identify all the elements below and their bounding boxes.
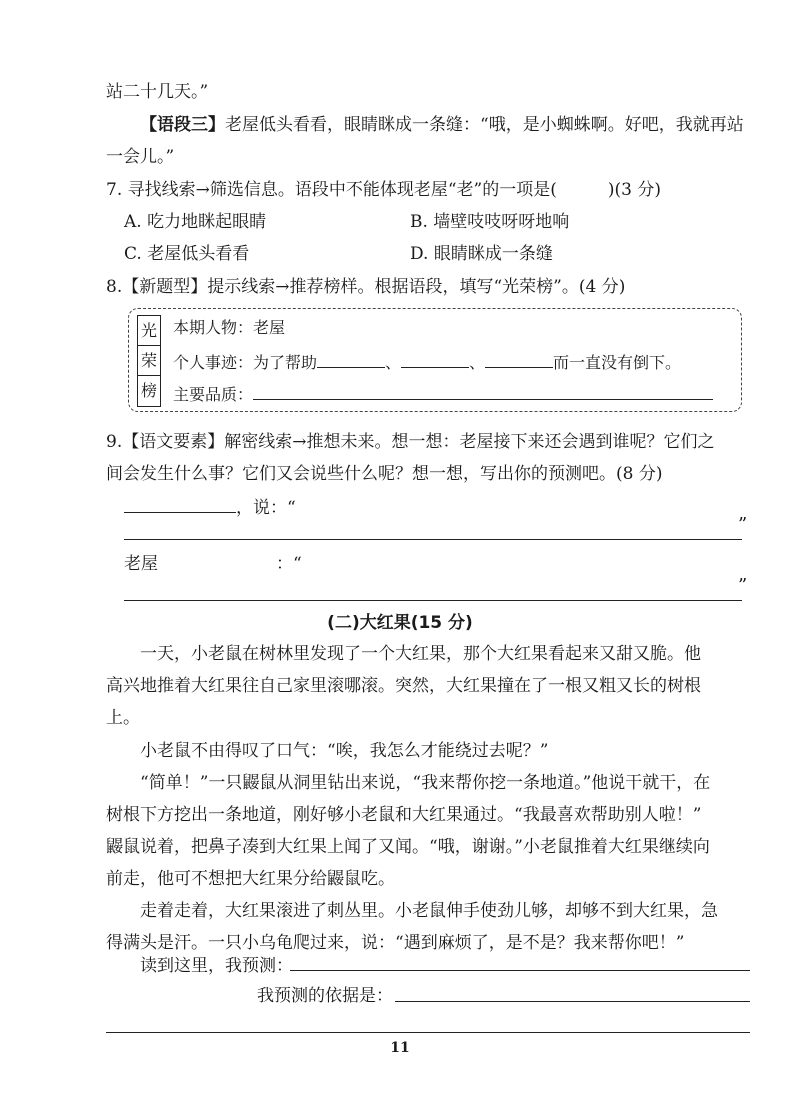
deeds-prefix: 个人事迹：为了帮助 xyxy=(173,353,318,372)
passage-line: 高兴地推着大红果往自己家里滚哪滚。突然，大红果撞在了一根又粗又长的树根 xyxy=(106,676,701,696)
honor-row-person: 本期人物：老屋 xyxy=(173,318,286,337)
passage-line: 走着走着，大红果滚进了刺丛里。小老鼠伸手使劲儿够，却够不到大红果，急 xyxy=(140,901,718,921)
option-d[interactable]: D. 眼睛眯成一条缝 xyxy=(410,244,553,264)
question-7-stem: 7. 寻找线索→筛选信息。语段中不能体现老屋“老”的一项是( )(3 分) xyxy=(106,180,661,200)
answer-blank[interactable] xyxy=(401,349,469,368)
passage-line: 一天，小老鼠在树林里发现了一个大红果，那个大红果看起来又甜又脆。他 xyxy=(140,644,701,664)
old-house-line xyxy=(124,552,302,576)
honor-char: 榜 xyxy=(140,381,157,400)
option-a[interactable]: A. 吃力地眯起眼睛 xyxy=(124,212,267,232)
passage-line: 上。 xyxy=(106,708,140,728)
passage-line: 前走，他可不想把大红果分给鼹鼠吃。 xyxy=(106,869,395,889)
text-line: 一会儿。” xyxy=(106,147,175,167)
quality-prefix: 主要品质： xyxy=(173,385,254,404)
answer-blank[interactable] xyxy=(485,349,553,368)
answer-line[interactable] xyxy=(124,600,742,601)
honor-roll-side-label xyxy=(137,315,161,407)
question-9-stem-line2: 间会发生什么事？它们又会说些什么呢？想一想，写出你的预测吧。(8 分) xyxy=(106,464,663,484)
closing-quote: ” xyxy=(738,514,748,535)
honor-row-quality xyxy=(173,381,713,406)
honor-char: 荣 xyxy=(138,346,160,376)
question-8-stem: 8.【新题型】提示线索→推荐榜样。根据语段，填写“光荣榜”。(4 分) xyxy=(106,277,626,297)
separator: 、 xyxy=(385,353,402,372)
passage-line: 鼹鼠说着，把鼻子凑到大红果上闻了又闻。“哦，谢谢。”小老鼠推着大红果继续向 xyxy=(106,837,710,857)
said-label: ，说：“ xyxy=(236,498,296,518)
option-c[interactable]: C. 老屋低头看看 xyxy=(124,244,250,264)
footer-rule xyxy=(106,1032,750,1033)
passage-line: “简单！”一只鼹鼠从洞里钻出来说，“我来帮你挖一条地道。”他说干就干，在 xyxy=(140,773,711,793)
passage-line: 得满头是汗。一只小乌龟爬过来，说：“遇到麻烦了，是不是？我来帮你吧！” xyxy=(106,933,685,953)
answer-blank[interactable] xyxy=(317,349,385,368)
passage-line: 小老鼠不由得叹了口气：“唉，我怎么才能绕过去呢？” xyxy=(140,741,549,761)
segment-text: 老屋低头看看，眼睛眯成一条缝：“哦，是小蜘蛛啊。好吧，我就再站 xyxy=(225,115,744,135)
old-house-label: 老屋 xyxy=(124,554,158,574)
closing-quote: ” xyxy=(738,575,748,596)
colon-quote: ：“ xyxy=(276,554,302,574)
text-line: 站二十几天。” xyxy=(106,82,209,102)
honor-char: 光 xyxy=(138,316,160,346)
honor-row-deeds xyxy=(173,349,681,374)
separator: 、 xyxy=(469,353,486,372)
section-title: (二)大红果(15 分) xyxy=(327,613,473,633)
page-number: 11 xyxy=(390,1040,410,1056)
passage-line: 树根下方挖出一条地道，刚好够小老鼠和大红果通过。“我最喜欢帮助别人啦！” xyxy=(106,805,702,825)
answer-line[interactable] xyxy=(124,539,742,540)
deeds-suffix: 而一直没有倒下。 xyxy=(553,353,682,372)
question-9-stem-line1: 9.【语文要素】解密线索→推想未来。想一想：老屋接下来还会遇到谁呢？它们之 xyxy=(106,432,715,452)
segment-label: 【语段三】 xyxy=(140,115,225,135)
basis-answer-line[interactable] xyxy=(395,1001,750,1002)
honor-roll-box xyxy=(128,308,742,412)
prediction-answer-line[interactable] xyxy=(290,970,750,971)
prediction-speaker-line xyxy=(124,494,296,520)
segment-three-line xyxy=(140,113,744,137)
option-b[interactable]: B. 墙壁吱吱呀呀地响 xyxy=(410,212,570,232)
prediction-label: 读到这里，我预测： xyxy=(140,956,293,976)
basis-label: 我预测的依据是： xyxy=(257,986,393,1006)
answer-blank[interactable] xyxy=(253,381,713,400)
speaker-blank[interactable] xyxy=(124,494,236,513)
